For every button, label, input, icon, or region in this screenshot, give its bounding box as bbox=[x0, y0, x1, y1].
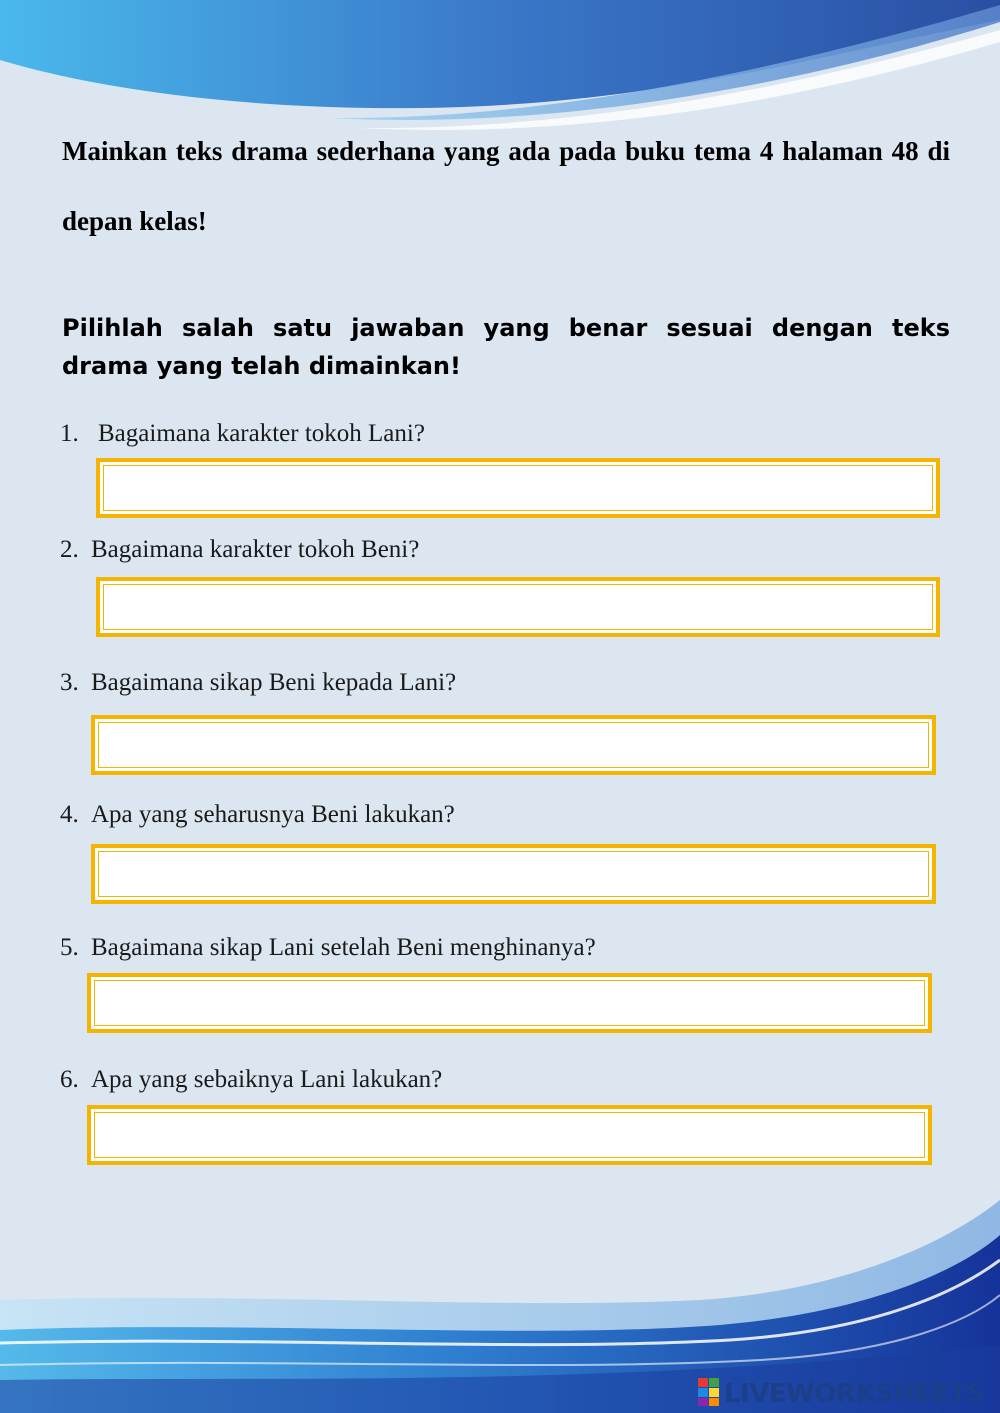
intro-text: Mainkan teks drama sederhana yang ada pada buku tema 4 halaman 48 di depan kelas! bbox=[62, 136, 950, 236]
answer-box-4 bbox=[91, 844, 936, 904]
instruction-text: Pilihlah salah satu jawaban yang benar sesuai dengan teks drama yang telah dimainkan! bbox=[62, 314, 950, 380]
brand-name: LIVEWORKSHEETS bbox=[724, 1379, 985, 1409]
question-number: 6. bbox=[60, 1066, 79, 1093]
liveworksheets-logo-icon bbox=[698, 1378, 720, 1406]
answer-box-5 bbox=[87, 973, 932, 1033]
question-3 bbox=[60, 669, 456, 697]
question-text: Apa yang seharusnya Beni lakukan? bbox=[91, 801, 455, 828]
question-number: 1. bbox=[60, 420, 79, 447]
question-text: Bagaimana karakter tokoh Beni? bbox=[91, 536, 420, 563]
question-number: 3. bbox=[60, 669, 79, 696]
answer-input-3[interactable] bbox=[99, 723, 928, 767]
question-number: 2. bbox=[60, 536, 79, 563]
answer-input-2[interactable] bbox=[104, 585, 932, 629]
question-4 bbox=[60, 801, 455, 829]
answer-box-1 bbox=[96, 458, 940, 518]
question-2 bbox=[60, 536, 419, 564]
answer-box-2 bbox=[96, 577, 940, 637]
question-6 bbox=[60, 1066, 442, 1094]
answer-box-6 bbox=[87, 1105, 932, 1165]
answer-input-1[interactable] bbox=[104, 466, 932, 510]
question-text: Bagaimana karakter tokoh Lani? bbox=[98, 420, 425, 447]
liveworksheets-watermark bbox=[698, 1378, 985, 1409]
answer-input-6[interactable] bbox=[95, 1113, 924, 1157]
question-text: Bagaimana sikap Lani setelah Beni menghinanya? bbox=[91, 934, 596, 961]
answer-box-3 bbox=[91, 715, 936, 775]
question-5 bbox=[60, 934, 596, 962]
question-text: Apa yang sebaiknya Lani lakukan? bbox=[91, 1066, 443, 1093]
question-number: 5. bbox=[60, 934, 79, 961]
answer-input-5[interactable] bbox=[95, 981, 924, 1025]
answer-input-4[interactable] bbox=[99, 852, 928, 896]
question-1 bbox=[60, 420, 425, 448]
question-text: Bagaimana sikap Beni kepada Lani? bbox=[91, 669, 457, 696]
question-number: 4. bbox=[60, 801, 79, 828]
